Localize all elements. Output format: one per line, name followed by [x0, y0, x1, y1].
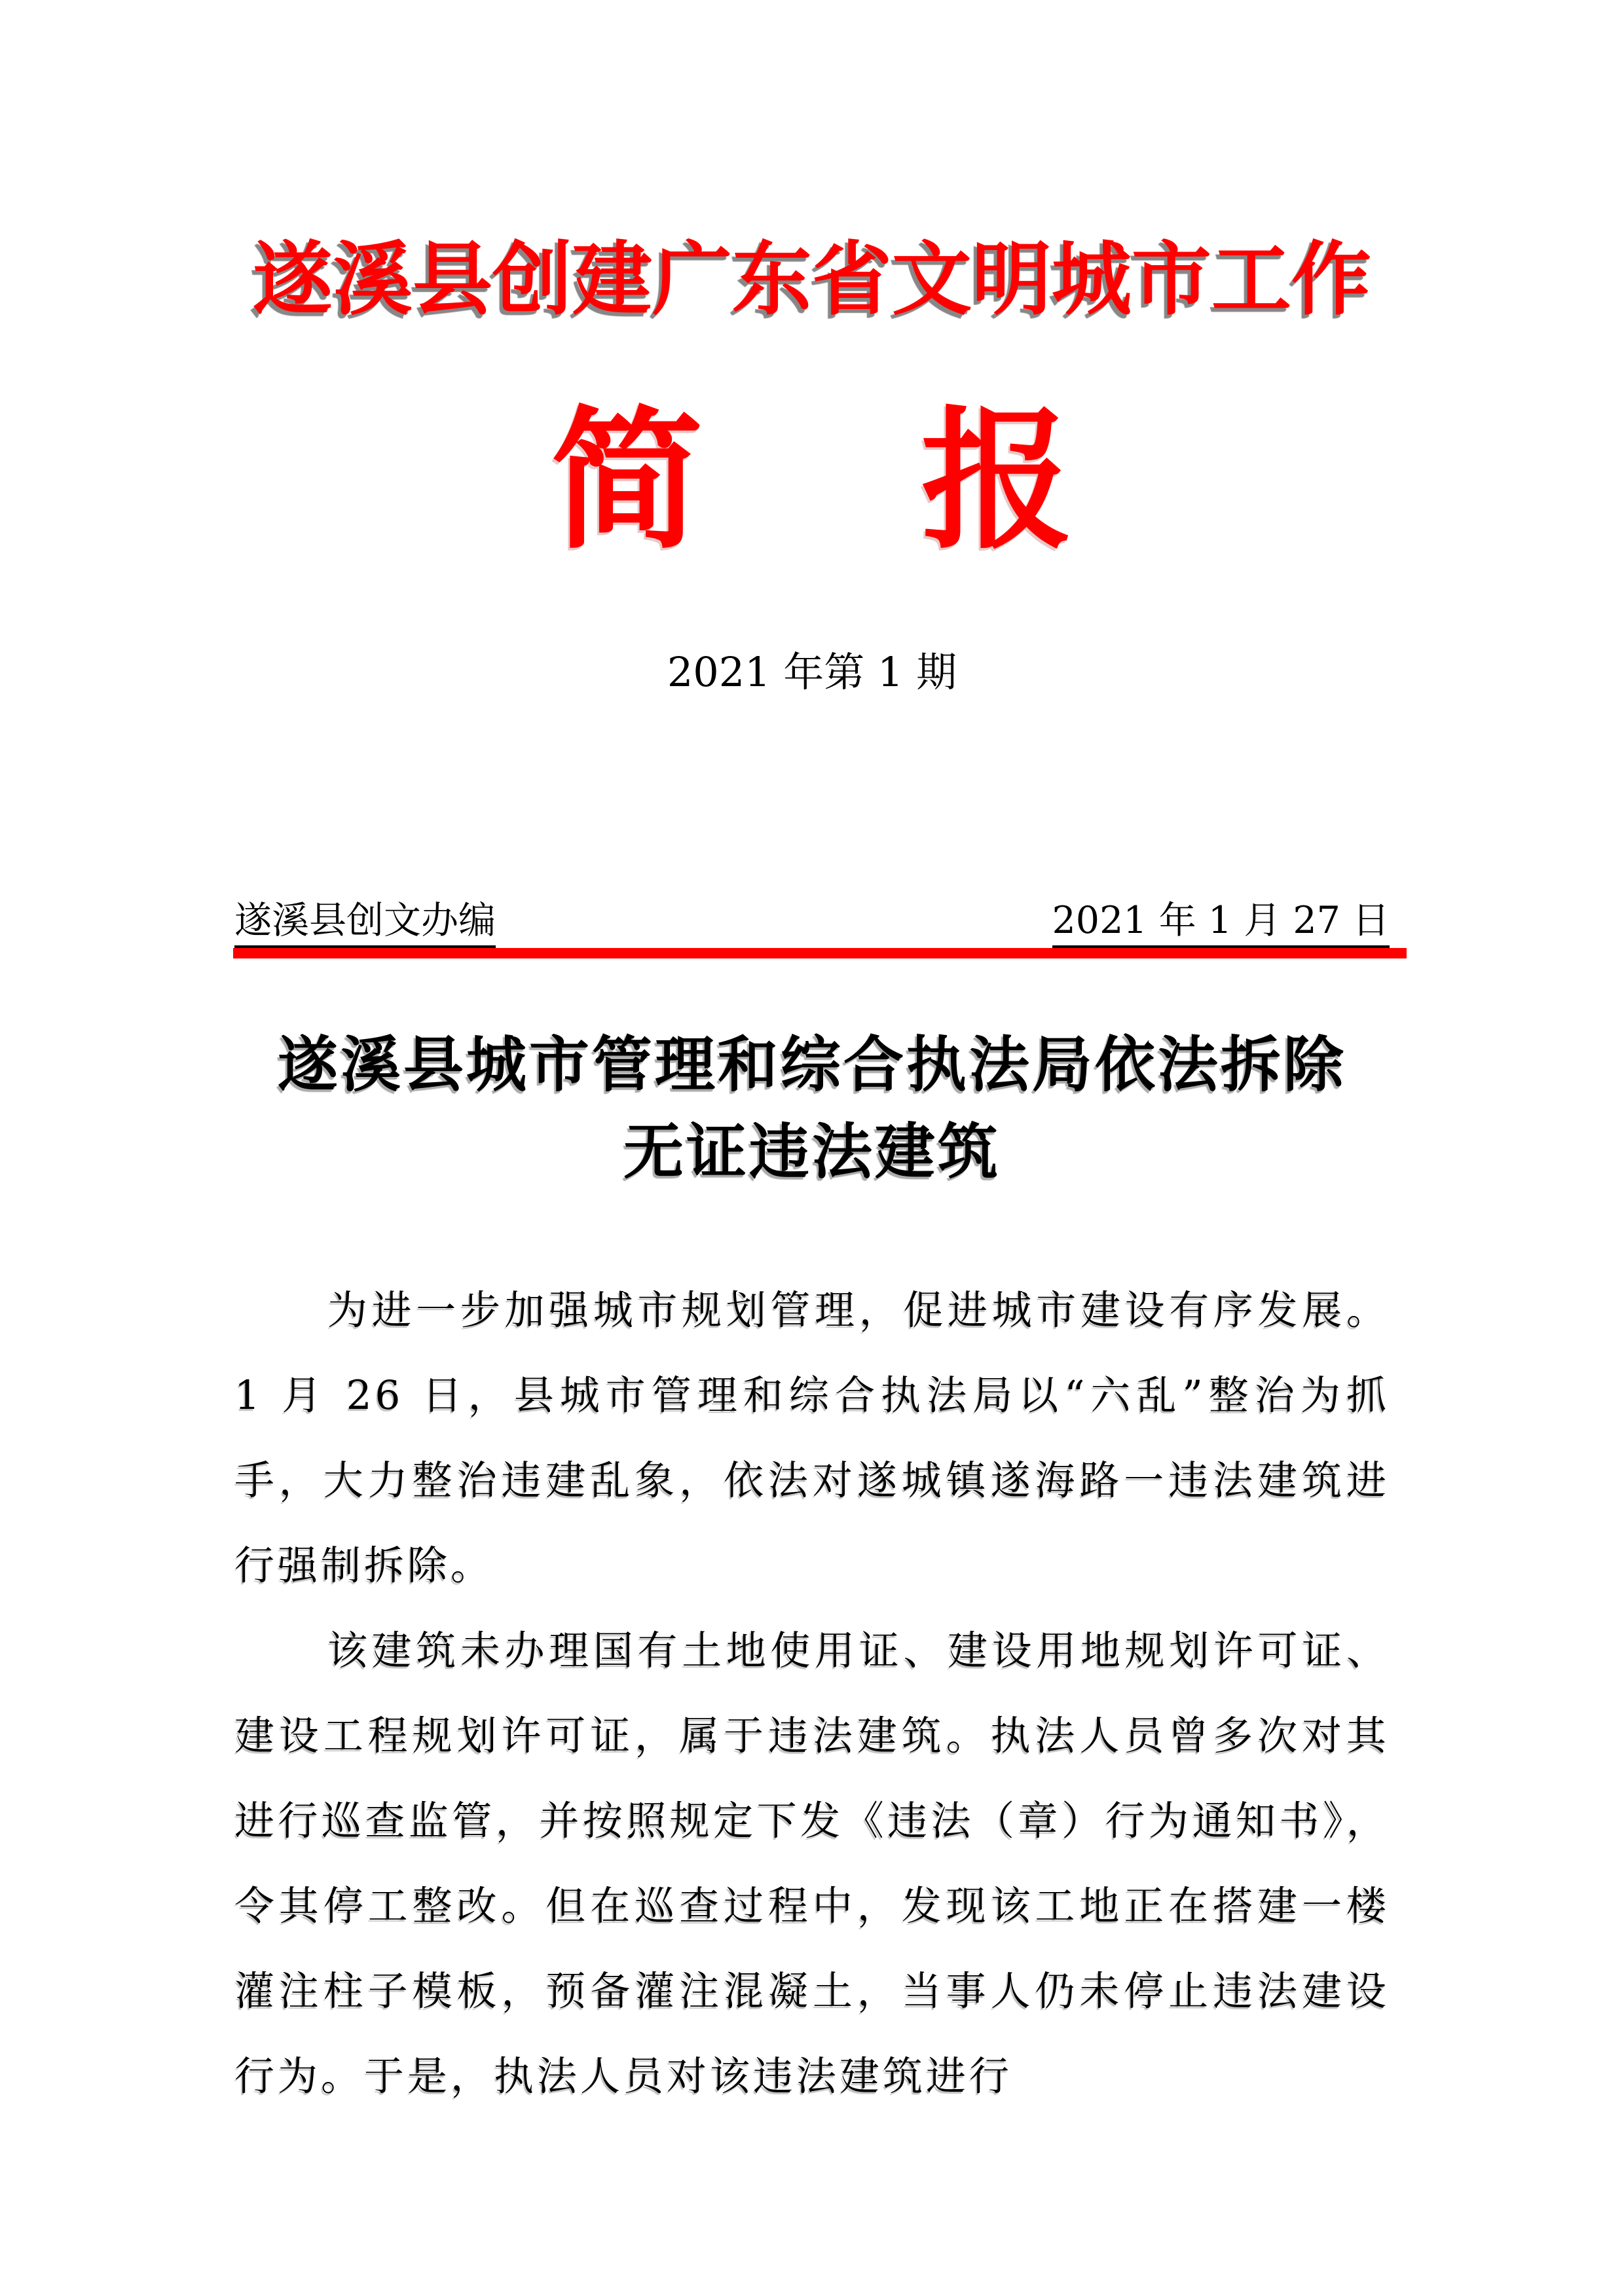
issue-date: 2021 年 1 月 27 日: [1052, 900, 1390, 949]
masthead-brief-title: [234, 390, 1390, 570]
article-paragraph: 该建筑未办理国有土地使用证、建设用地规划许可证、建设工程规划许可证，属于违法建筑。执法人员曾多次对其进行巡查监管，并按照规定下发《违法（章）行为通知书》，令其停工整改。但在巡查过程中，发现该工地正在搭建一楼灌注柱子模板，预备灌注混凝土，当事人仍未停止违法建设行为。于是，执法人员对该违法建筑进行: [234, 1628, 1390, 2100]
article-title-line-1: 遂溪县城市管理和综合执法局依法拆除: [277, 1029, 1346, 1101]
meta-row: [234, 900, 1390, 949]
editor-credit: 遂溪县创文办编: [234, 900, 496, 949]
article-paragraph: 为进一步加强城市规划管理，促进城市建设有序发展。1 月 26 日，县城市管理和综合执法局以“六乱”整治为抓手，大力整治违建乱象，依法对遂城镇遂海路一违法建筑进行强制拆除。: [234, 1287, 1390, 1590]
masthead-brief-text: 简报: [551, 390, 1291, 570]
red-divider-rule: [233, 948, 1407, 958]
masthead: [234, 235, 1390, 696]
article-title-line-2: 无证违法建筑: [623, 1116, 1001, 1187]
article-title: [234, 1021, 1390, 1195]
masthead-org-title: 遂溪县创建广东省文明城市工作: [253, 235, 1371, 324]
issue-number: 2021 年第 1 期: [667, 647, 957, 696]
article-body: [234, 1268, 1390, 2119]
